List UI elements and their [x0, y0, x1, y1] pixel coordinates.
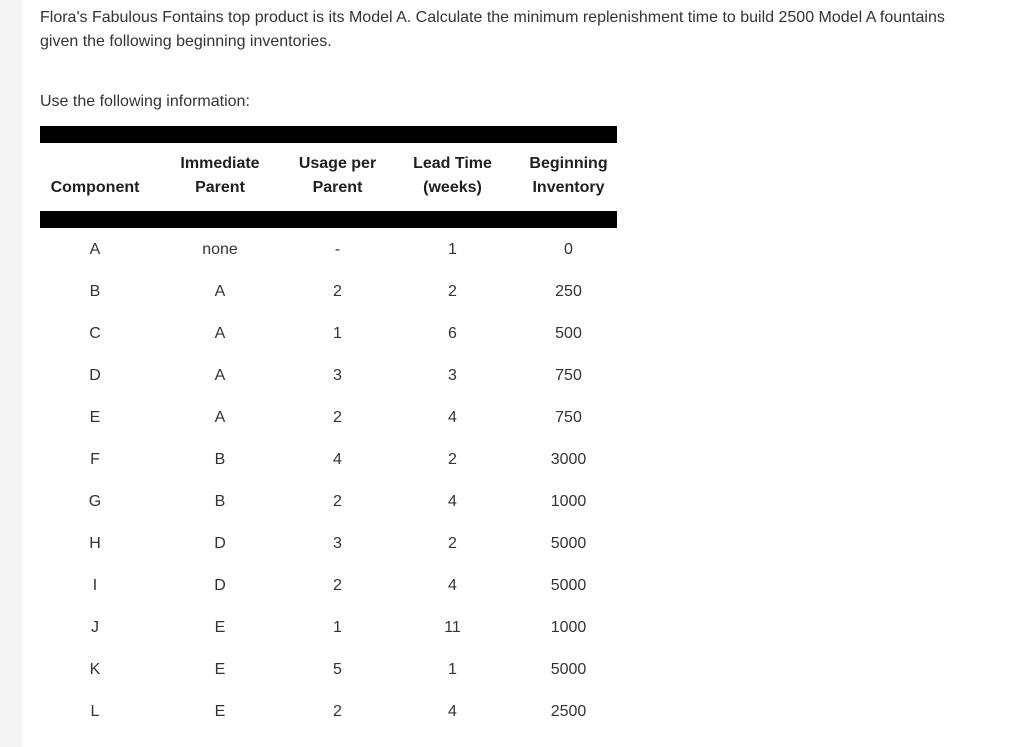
table-header-rule — [40, 211, 617, 228]
cell-lead-time: 1 — [448, 661, 457, 678]
header-lead-time-line-2: (weeks) — [423, 179, 482, 196]
cell-lead-time: 2 — [448, 535, 457, 552]
header-immediate-parent-line-1: Immediate — [180, 155, 260, 172]
cell-component: L — [90, 703, 100, 720]
cell-immediate-parent: E — [214, 703, 226, 720]
header-lead-time — [400, 152, 505, 200]
cell-component: B — [89, 283, 101, 300]
cell-usage-per-parent: 1 — [333, 325, 342, 342]
table-row — [0, 397, 640, 439]
cell-lead-time: 4 — [448, 703, 457, 720]
cell-beginning-inventory: 250 — [555, 283, 582, 300]
cell-immediate-parent: E — [214, 619, 226, 636]
header-component-line-2: Component — [50, 179, 140, 196]
cell-beginning-inventory: 3000 — [550, 451, 587, 468]
table-row — [0, 439, 640, 481]
cell-component: A — [89, 241, 101, 258]
table-row — [0, 565, 640, 607]
cell-immediate-parent: A — [214, 283, 226, 300]
table-row — [0, 271, 640, 313]
table-top-rule — [40, 126, 617, 143]
cell-lead-time: 11 — [444, 619, 461, 636]
cell-immediate-parent: B — [214, 493, 226, 510]
question-line-2: given the following beginning inventories. — [40, 33, 332, 50]
cell-beginning-inventory: 5000 — [550, 577, 587, 594]
header-immediate-parent-line-2: Parent — [195, 179, 245, 196]
cell-beginning-inventory: 1000 — [550, 493, 587, 510]
cell-usage-per-parent: 3 — [333, 535, 342, 552]
header-immediate-parent — [160, 152, 280, 200]
cell-usage-per-parent: 3 — [333, 367, 342, 384]
cell-beginning-inventory: 5000 — [550, 535, 587, 552]
cell-usage-per-parent: 1 — [333, 619, 342, 636]
cell-beginning-inventory: 2500 — [550, 703, 587, 720]
header-component — [40, 152, 150, 200]
header-usage-per-parent-line-1: Usage per — [298, 155, 377, 172]
cell-lead-time: 4 — [448, 577, 457, 594]
cell-lead-time: 2 — [448, 451, 457, 468]
cell-usage-per-parent: 2 — [333, 409, 342, 426]
table-row — [0, 691, 640, 733]
cell-beginning-inventory: 750 — [555, 409, 582, 426]
cell-usage-per-parent: - — [334, 241, 341, 258]
table-row — [0, 313, 640, 355]
cell-component: I — [92, 577, 98, 594]
table-row — [0, 649, 640, 691]
cell-lead-time: 6 — [448, 325, 457, 342]
header-usage-per-parent-line-2: Parent — [312, 179, 363, 196]
cell-immediate-parent: D — [214, 535, 226, 552]
question-text — [40, 6, 1024, 54]
cell-immediate-parent: E — [214, 661, 226, 678]
cell-component: G — [88, 493, 102, 510]
header-beginning-inventory — [515, 152, 622, 200]
table-body — [0, 229, 640, 733]
header-beginning-inventory-line-1: Beginning — [529, 155, 608, 172]
header-beginning-inventory-line-2: Inventory — [532, 179, 605, 196]
header-lead-time-line-1: Lead Time — [413, 155, 492, 172]
cell-component: E — [89, 409, 101, 426]
cell-lead-time: 3 — [448, 367, 457, 384]
cell-immediate-parent: A — [214, 325, 226, 342]
table-row — [0, 523, 640, 565]
cell-immediate-parent: A — [214, 409, 226, 426]
table-row — [0, 229, 640, 271]
cell-beginning-inventory: 750 — [555, 367, 582, 384]
cell-component: D — [89, 367, 101, 384]
cell-component: H — [89, 535, 101, 552]
cell-lead-time: 1 — [448, 241, 457, 258]
table-row — [0, 355, 640, 397]
table-row — [0, 481, 640, 523]
cell-beginning-inventory: 500 — [555, 325, 582, 342]
cell-component: C — [89, 325, 101, 342]
header-component-line-1 — [40, 152, 150, 176]
header-usage-per-parent — [285, 152, 390, 200]
cell-usage-per-parent: 4 — [333, 451, 342, 468]
cell-usage-per-parent: 2 — [333, 577, 342, 594]
cell-lead-time: 2 — [448, 283, 457, 300]
cell-immediate-parent: B — [214, 451, 226, 468]
table-row — [0, 607, 640, 649]
cell-beginning-inventory: 5000 — [550, 661, 587, 678]
question-line-1: Flora's Fabulous Fontains top product is its Model A. Calculate the minimum replenishment time to build 2500 Model A fountains — [40, 9, 945, 26]
cell-component: J — [91, 619, 99, 636]
cell-lead-time: 4 — [448, 493, 457, 510]
cell-lead-time: 4 — [448, 409, 457, 426]
cell-immediate-parent: D — [214, 577, 226, 594]
cell-beginning-inventory: 1000 — [550, 619, 587, 636]
cell-immediate-parent: A — [214, 367, 226, 384]
cell-usage-per-parent: 2 — [333, 703, 342, 720]
cell-usage-per-parent: 2 — [333, 493, 342, 510]
instruction-text: Use the following information: — [40, 93, 250, 110]
cell-immediate-parent: none — [202, 241, 238, 258]
cell-beginning-inventory: 0 — [564, 241, 573, 258]
cell-component: F — [90, 451, 100, 468]
cell-usage-per-parent: 5 — [333, 661, 342, 678]
cell-usage-per-parent: 2 — [333, 283, 342, 300]
cell-component: K — [89, 661, 101, 678]
